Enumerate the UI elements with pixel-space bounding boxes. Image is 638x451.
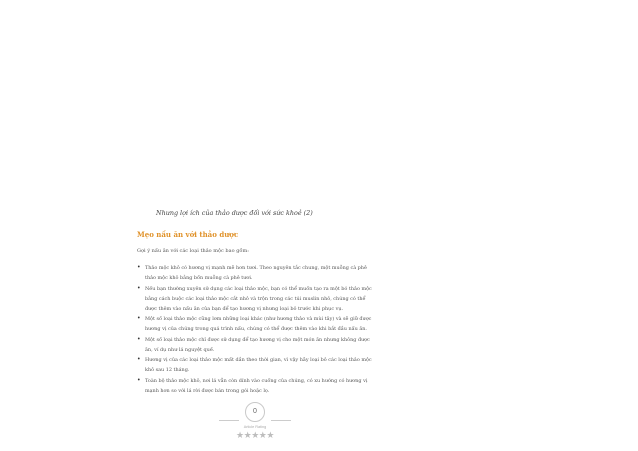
bullet-icon: •	[137, 335, 141, 343]
rating-count: 0	[245, 402, 265, 422]
list-item	[137, 355, 377, 375]
star-icon[interactable]: ★	[266, 431, 274, 441]
list-item	[137, 284, 377, 314]
list-item	[137, 335, 377, 355]
image-caption: Nhưng lợi ích của thảo dược đối với sức khoẻ (2)	[156, 209, 313, 217]
divider-line	[271, 420, 291, 421]
rating-stars	[235, 430, 275, 442]
bullet-icon: •	[137, 284, 141, 292]
rating-label: Article Rating	[243, 425, 267, 429]
list-item-text: Nếu bạn thường xuyên sử dụng các loại thảo mộc, bạn có thể muốn tạo ra một bó thảo mộc bằng cách buộc các loại thảo mộc cắt nhỏ và trộn trong các túi muslin nhỏ, chúng có thể được thêm vào nấu ăn của bạn để tạo hương vị nhưng loại bỏ trước khi phục vụ.	[145, 285, 372, 312]
bullet-icon: •	[137, 356, 141, 363]
star-icon[interactable]: ★	[251, 431, 259, 441]
list-item	[137, 263, 377, 283]
star-icon[interactable]: ★	[236, 431, 244, 441]
intro-text: Gợi ý nấu ăn với các loại thảo mộc bao gồm:	[137, 248, 249, 254]
divider-line	[219, 420, 239, 421]
bullet-icon: •	[137, 315, 141, 322]
list-item-text: Toàn bộ thảo mộc khô, nơi lá vẫn còn dính vào cuống của chúng, có xu hướng có hương vị mạnh hơn so với lá rời được bán trong gói hoặc lọ.	[145, 377, 368, 394]
list-item-text: Một số loại thảo mộc chỉ được sử dụng để tạo hương vị cho một món ăn nhưng không được ăn, ví dụ như lá nguyệt quế.	[145, 336, 370, 353]
star-icon[interactable]: ★	[243, 431, 252, 441]
list-item-text: Một số loại thảo mộc cũng lơm những loại khác (như hương thảo và mùi tây) và sẽ giữ được hương vị của chúng trong quá trình nấu, chúng có thể được thêm vào khi bắt đầu nấu ăn.	[145, 316, 372, 332]
list-item	[137, 314, 377, 334]
article-image-area	[0, 0, 638, 200]
article-rating-widget	[215, 400, 295, 445]
section-heading: Mẹo nấu ăn với thảo dược	[137, 230, 239, 239]
list-item-text: Hương vị của các loại thảo mộc mất dần theo thời gian, vì vậy hãy loại bỏ các loại thảo mộc khô sau 12 tháng.	[145, 357, 372, 373]
bullet-icon: •	[137, 376, 141, 384]
list-item	[137, 376, 377, 396]
tips-list	[137, 263, 377, 396]
list-item-text: Thảo mộc khô có hương vị mạnh mẽ hơn tươi. Theo nguyên tắc chung, một muỗng cà phê thảo mộc khô bằng bốn muỗng cà phê tươi.	[145, 265, 367, 281]
bullet-icon: •	[137, 264, 141, 271]
star-icon[interactable]: ★	[258, 431, 267, 441]
